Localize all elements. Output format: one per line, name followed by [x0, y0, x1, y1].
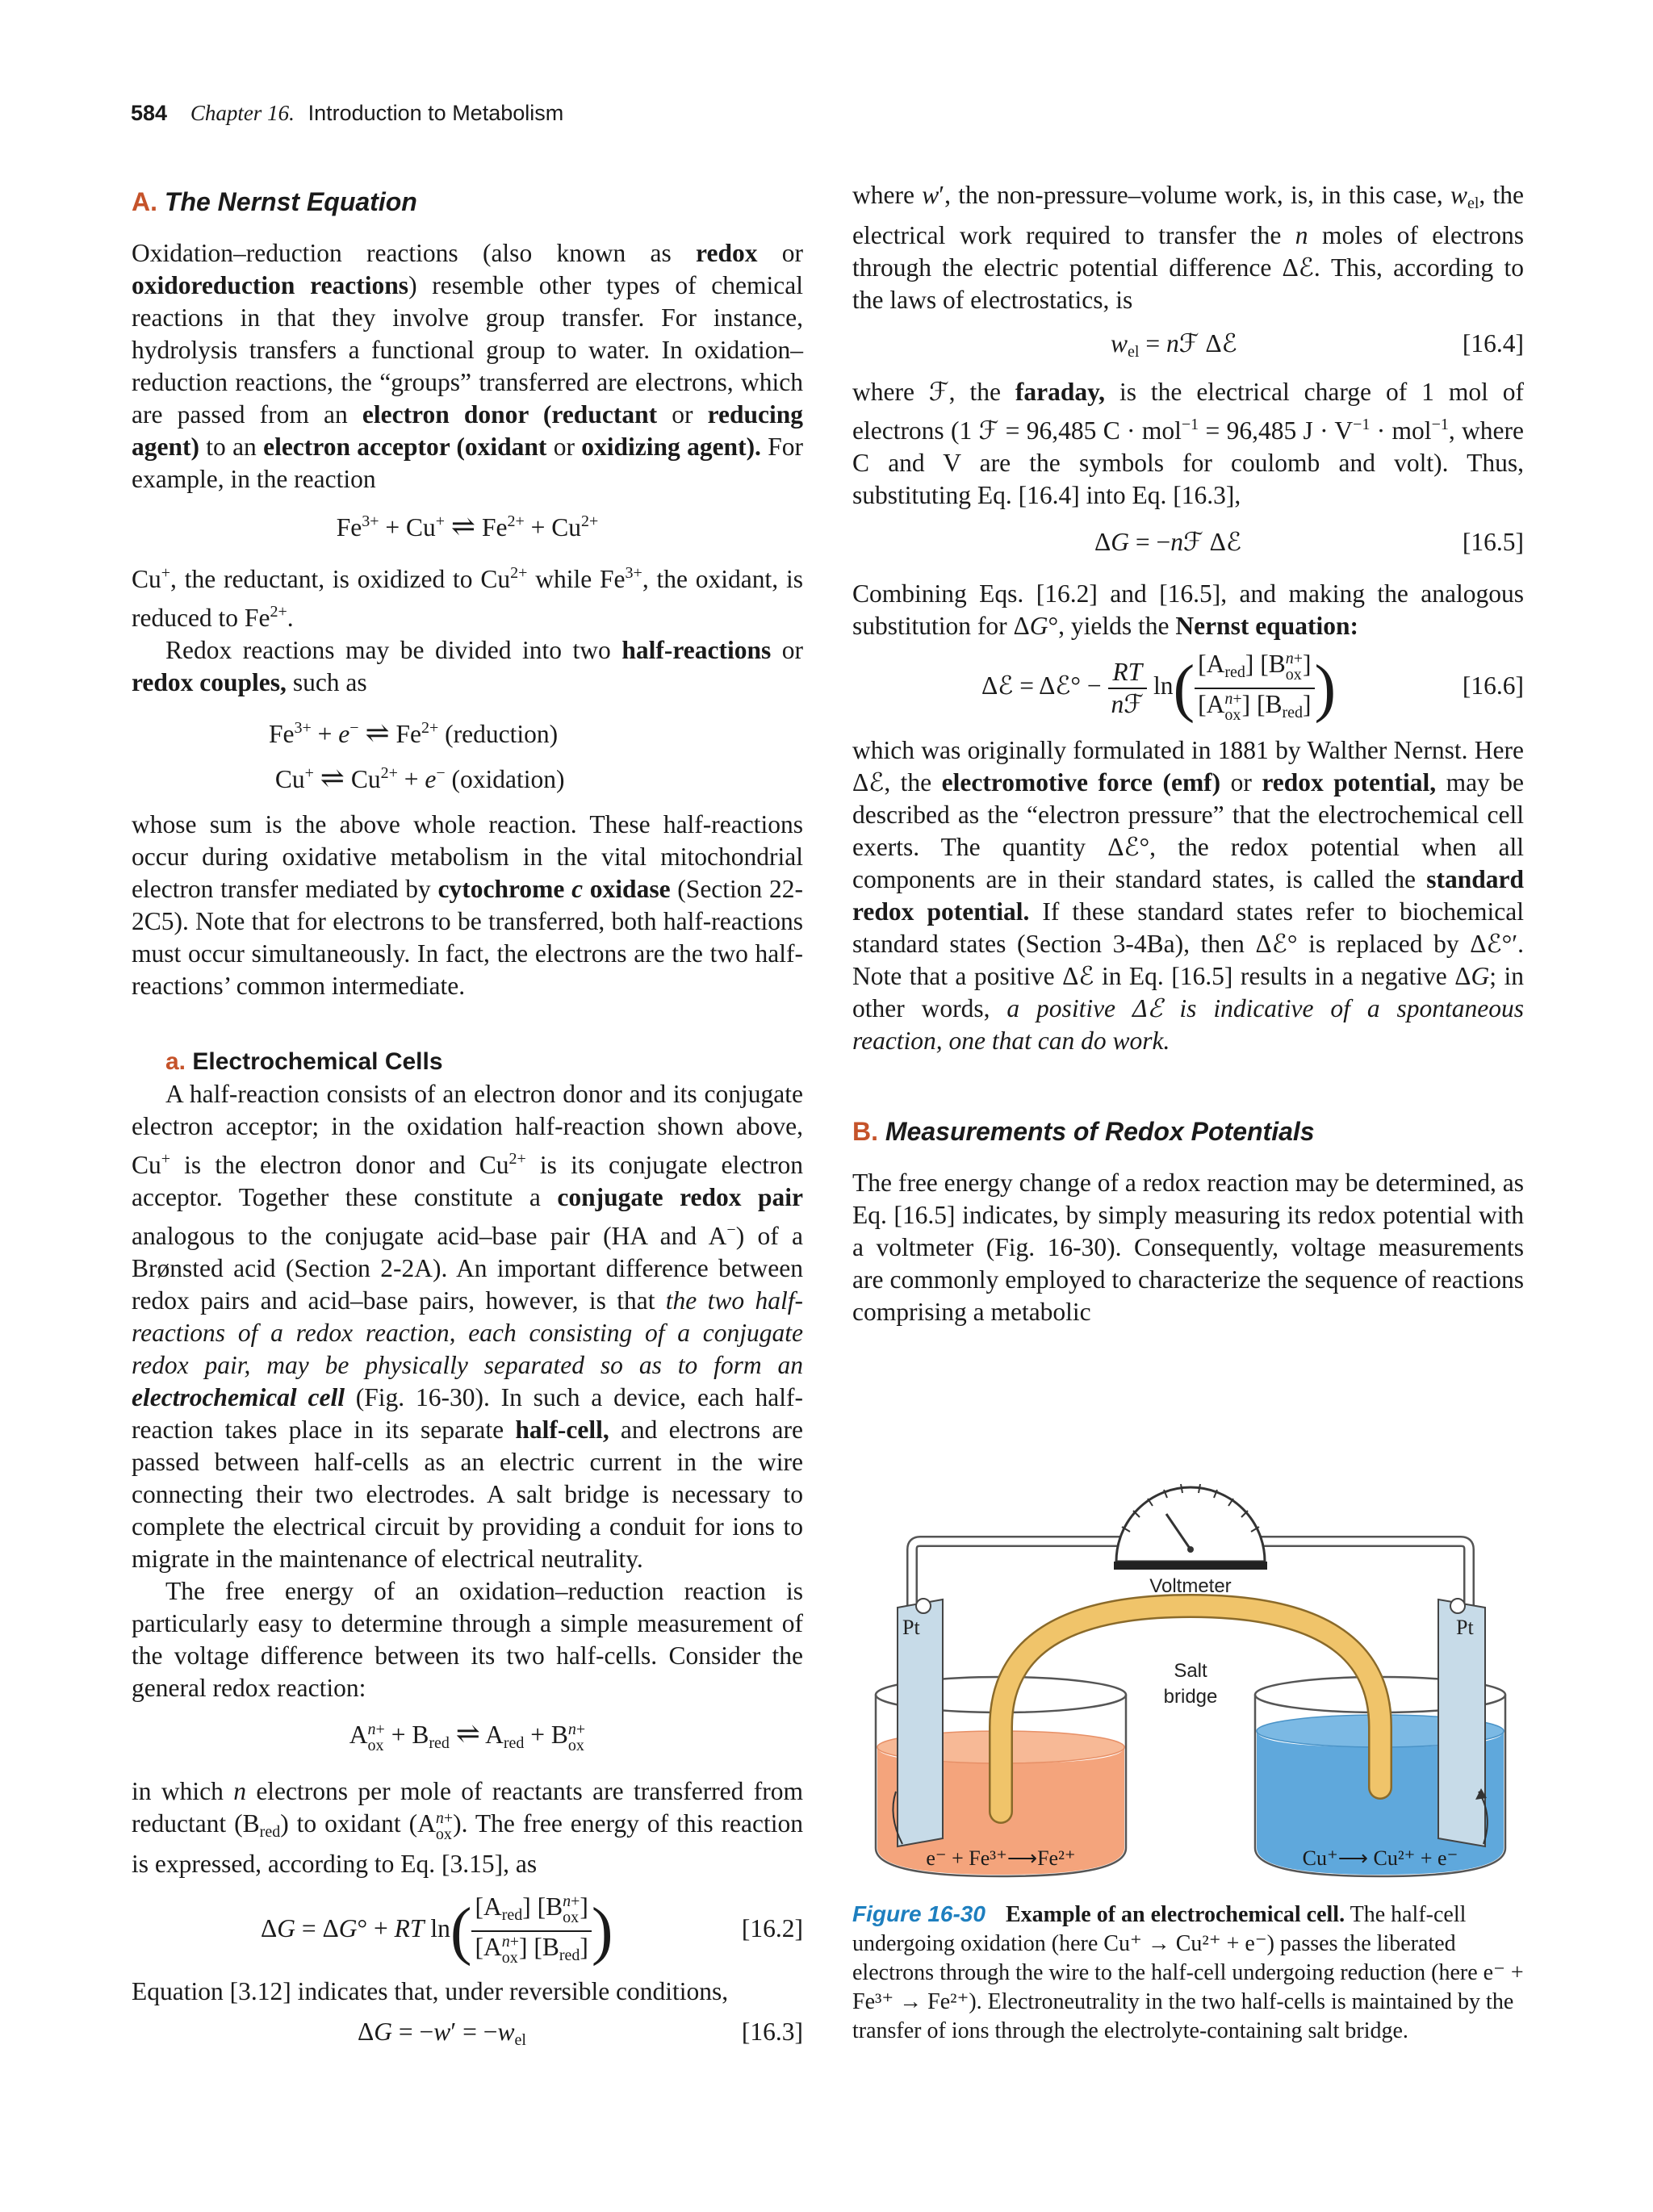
electrode-label-left: Pt — [902, 1616, 920, 1639]
equation-16-6: Δℰ = Δℰ° − $\frac{RT}{\text{nℱ}}$ ln( $[A_{red}]$ [B n+ ox ] [A n+ ox ] $[B_{red}]$ ) [16.6] — [981, 649, 1524, 724]
paragraph: Redox reactions may be divided into two half-reactions or redox couples, such as — [132, 636, 803, 696]
running-head — [131, 101, 563, 126]
paragraph: in which n electrons per mole of reactants are transferred from reductant $(B_{red})$ to oxidant (A n+ ox ). The free energy of this reaction is expressed, according to Eq. [3.15], as — [132, 1777, 804, 1878]
wire-left-inner — [912, 1541, 1130, 1608]
left-column — [132, 179, 803, 2058]
equation-number: [16.3] — [741, 2018, 803, 2046]
subsection-a-letter: a. — [165, 1048, 186, 1075]
chapter-label: Chapter 16. — [190, 101, 295, 125]
reaction-equation: $Fe^{3+} + Cu^+$ ⇌ $Fe^{2+} + Cu^{2+}$ — [336, 510, 599, 542]
figure-title: Example of an electrochemical cell. — [1005, 1902, 1345, 1927]
left-electrode — [898, 1599, 943, 1846]
salt-bridge-label: bridge — [1163, 1686, 1218, 1708]
salt-bridge-label: Salt — [1174, 1660, 1207, 1682]
equation-number: [16.5] — [1462, 528, 1524, 556]
paragraph: The free energy change of a redox reaction may be determined, as Eq. [16.5] indicates, by simply measuring its redox potential with a voltmeter (Fig. 16-30). Consequently, voltage measurements are commonly employed to characterize the sequence of reactions comprising a metabolic — [852, 1169, 1525, 1326]
electrode-label-right: Pt — [1456, 1616, 1474, 1639]
subsection-a-heading — [132, 1046, 803, 1078]
paragraph: which was originally formulated in 1881 by Walther Nernst. Here Δℰ, the electromotive force (emf) or redox potential, may be described as the “electron pressure” that the electrochemical cell exerts. The quantity Δℰ°, the redox potential when all components are in their standard states, is called the standard redox potential. If these standard states refer to biochemical standard states (Section 3-4Ba), then Δℰ° is replaced by Δℰ°′. Note that a positive Δℰ in Eq. [16.5] results in a negative ΔG; in other words, a positive Δℰ is indicative of a spontaneous reaction, one that can do work. — [852, 736, 1525, 1055]
paragraph: Cu+, the reductant, is oxidized to $Cu^{2+}$ while $Fe^{3+}$, the oxidant, is reduced to $Fe^{2+}$. — [132, 564, 803, 632]
left-reaction-label: e⁻ + Fe³⁺⟶Fe²⁺ — [926, 1846, 1076, 1870]
chapter-title: Introduction to Metabolism — [308, 101, 564, 125]
page-number: 584 — [131, 101, 168, 125]
paragraph: Combining Eqs. [16.2] and [16.5], and making the analogous substitution for ΔG°, yields the Nernst equation: — [852, 579, 1524, 640]
figure-label: Figure 16-30 — [852, 1901, 986, 1926]
voltmeter — [1114, 1484, 1267, 1597]
equation-16-2: ΔG = ΔG° + RT ln( $[A_{red}]$ [B n+ ox ] [A n+ ox ] $[B_{red}]$ ) [16.2] — [261, 1892, 803, 1967]
half-reactions: $Fe^{3+} + e^-$ ⇌ $Fe^{2+}$ (reduction) Cu+ ⇌ $Cu^{2+} + e^-$ (oxidation) — [269, 717, 565, 794]
wire-right-inner — [1251, 1541, 1469, 1608]
paragraph: Equation [3.12] indicates that, under reversible conditions, — [132, 1977, 729, 2005]
equation-16-3: $\Delta G = -w' = -w_{el}$ [16.3] — [358, 2018, 803, 2049]
section-a-letter: A. — [132, 187, 157, 216]
equation-16-4: $w_{el}$ = nℱ Δℰ [16.4] — [1111, 329, 1524, 361]
section-b-heading — [852, 1115, 1524, 1148]
section-b-letter: B. — [852, 1117, 878, 1146]
equation-number: [16.2] — [741, 1914, 803, 1942]
voltmeter-label: Voltmeter — [1149, 1575, 1232, 1597]
section-a-title: The Nernst Equation — [164, 187, 417, 216]
paragraph: Oxidation–reduction reactions (also known as redox or oxidoreduction reactions) resemble other types of chemical reactions in that they involve group transfer. For instance, hydrolysis transfers a functional group to water. In oxidation–reduction reactions, the “groups” transferred are electrons, which are passed from an electron donor (reductant or reducing agent) to an electron acceptor (oxidant or oxidizing agent). For example, in the reaction — [132, 239, 803, 493]
paragraph: A half-reaction consists of an electron donor and its conjugate electron acceptor; in the oxidation half-reaction shown above, Cu+ is the electron donor and $Cu^{2+}$ is its conjugate electron acceptor. Together these constitute a conjugate redox pair analogous to the conjugate acid–base pair (HA and A−) of a Brønsted acid (Section 2-2A). An important difference between redox pairs and acid–base pairs, however, is that the two half-reactions of a redox reaction, each consisting of a conjugate redox pair, may be physically separated so as to form an electrochemical cell (Fig. 16-30). In such a device, each half-reaction takes place in its separate half-cell, and electrons are passed between half-cells as an electric current in the wire connecting their two electrodes. A salt bridge is necessary to complete the electrical circuit by providing a conduit for ions to migrate in the maintenance of electrical neutrality. — [132, 1080, 803, 1573]
paragraph: The free energy of an oxidation–reduction reaction is particularly easy to determine through a simple measurement of the voltage difference between its two half-cells. Consider the general redox reaction: — [132, 1577, 803, 1702]
electrochemical-cell-figure — [847, 1436, 1534, 1888]
equation-16-5: ΔG = −nℱ Δℰ [16.5] — [852, 512, 1524, 578]
subsection-a-title: Electrochemical Cells — [192, 1048, 443, 1075]
right-column — [852, 179, 1524, 1328]
general-redox-equation: A n+ ox + $B_{red}$ ⇌ $A_{red} + B$ n+ ox — [349, 1717, 586, 1754]
equation-number: [16.6] — [1462, 671, 1524, 700]
section-b-title: Measurements of Redox Potentials — [885, 1117, 1315, 1146]
paragraph: where w′, the non-pressure–volume work, is, in this case, $w_{el}$, the electrical work required to transfer the n moles of electrons through the electric potential difference Δℰ. This, according to the laws of electrostatics, is — [852, 181, 1525, 314]
wire-right — [1251, 1541, 1469, 1608]
paragraph: whose sum is the above whole reaction. These half-reactions occur during oxidative metabolism in the vital mitochondrial electron transfer mediated by cytochrome c oxidase (Section 22-2C5). Note that for electrons to be transferred, both half-reactions must occur simultaneously. In fact, the electrons are the two half-reactions’ common intermediate. — [132, 810, 804, 1000]
right-electrode — [1438, 1599, 1485, 1846]
equation-number: [16.4] — [1462, 329, 1524, 358]
section-a-heading — [132, 186, 803, 218]
figure-caption-text: The half-cell undergoing oxidation (here Cu⁺ → Cu²⁺ + e⁻) passes the liberated electrons through the wire to the half-cell undergoing reduction (here e⁻ + Fe³⁺ → Fe²⁺). Electroneutrality in the two half-cells is maintained by the transfer of ions through the electrolyte-containing salt bridge. — [852, 1902, 1524, 2043]
wire-left — [912, 1541, 1130, 1608]
right-reaction-label: Cu⁺⟶ Cu²⁺ + e⁻ — [1302, 1846, 1458, 1870]
paragraph: where ℱ, the faraday, is the electrical charge of 1 mol of electrons (1 ℱ = 96,485 C · mol$^{-1}$ = 96,485 $J \cdot V^{-1} \cdot mol^{-1}$, where C and V are the symbols for coulomb and volt). Thus, substituting Eq. [16.4] into Eq. [16.3], — [852, 378, 1525, 509]
voltmeter-base — [1114, 1562, 1267, 1570]
figure-caption — [852, 1900, 1524, 2046]
